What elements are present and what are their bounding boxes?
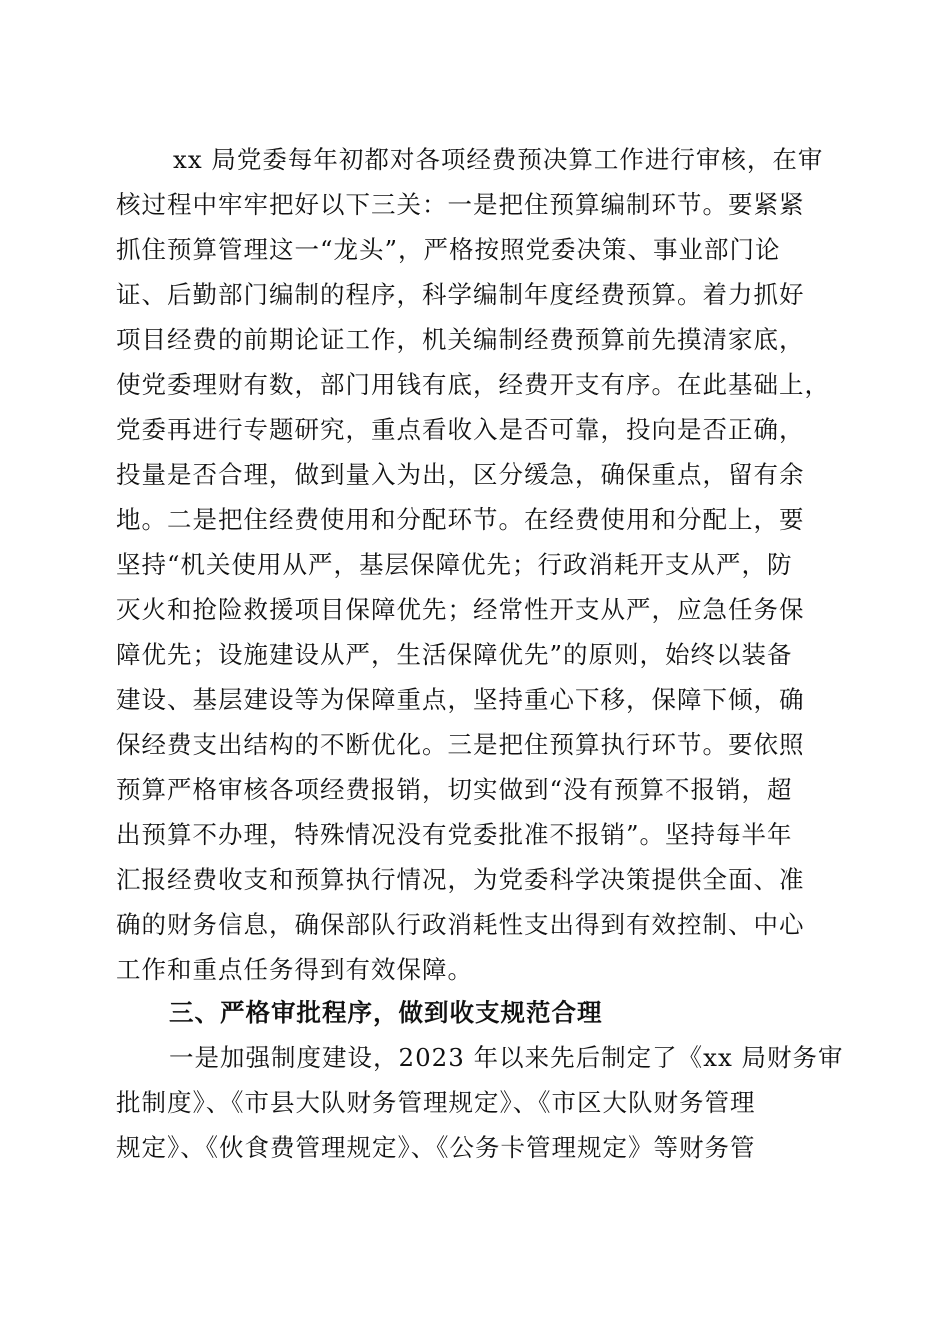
text-line: 一是加强制度建设，2023 年以来先后制定了《xx 局财务审 [169, 1043, 844, 1072]
text-line: 灭火和抢险救援项目保障优先；经常性开支从严，应急任务保 [116, 595, 805, 624]
text-line: 规定》、《伙食费管理规定》、《公务卡管理规定》等财务管 [116, 1133, 756, 1162]
text-line: 建设、基层建设等为保障重点，坚持重心下移，保障下倾，确 [116, 685, 805, 714]
text-line: 汇报经费收支和预算执行情况，为党委科学决策提供全面、准 [116, 865, 805, 894]
text-line: 项目经费的前期论证工作，机关编制经费预算前先摸清家底， [116, 325, 805, 354]
text-line: 证、后勤部门编制的程序，科学编制年度经费预算。着力抓好 [116, 280, 805, 309]
section-heading: 三、严格审批程序，做到收支规范合理 [169, 998, 603, 1027]
text-line: 确的财务信息，确保部队行政消耗性支出得到有效控制、中心 [116, 910, 805, 939]
text-line: 核过程中牢牢把好以下三关：一是把住预算编制环节。要紧紧 [116, 190, 805, 219]
text-line: 党委再进行专题研究，重点看收入是否可靠，投向是否正确， [116, 415, 805, 444]
text-line: 地。二是把住经费使用和分配环节。在经费使用和分配上，要 [116, 505, 805, 534]
text-line: 投量是否合理，做到量入为出，区分缓急，确保重点，留有余 [116, 460, 805, 489]
text-line: 出预算不办理，特殊情况没有党委批准不报销”。坚持每半年 [116, 820, 793, 849]
text-line: 使党委理财有数，部门用钱有底，经费开支有序。在此基础上， [116, 370, 830, 399]
text-line: xx 局党委每年初都对各项经费预决算工作进行审核，在审 [173, 145, 824, 174]
text-line: 坚持“机关使用从严，基层保障优先；行政消耗开支从严，防 [116, 550, 793, 579]
text-line: 预算严格审核各项经费报销，切实做到“没有预算不报销，超 [116, 775, 793, 804]
text-line: 障优先；设施建设从严，生活保障优先”的原则，始终以装备 [116, 640, 793, 669]
text-line: 批制度》、《市县大队财务管理规定》、《市区大队财务管理 [116, 1088, 756, 1117]
text-line: 保经费支出结构的不断优化。三是把住预算执行环节。要依照 [116, 730, 805, 759]
text-line: 抓住预算管理这一“龙头”，严格按照党委决策、事业部门论 [116, 235, 781, 264]
text-line: 工作和重点任务得到有效保障。 [116, 955, 473, 984]
